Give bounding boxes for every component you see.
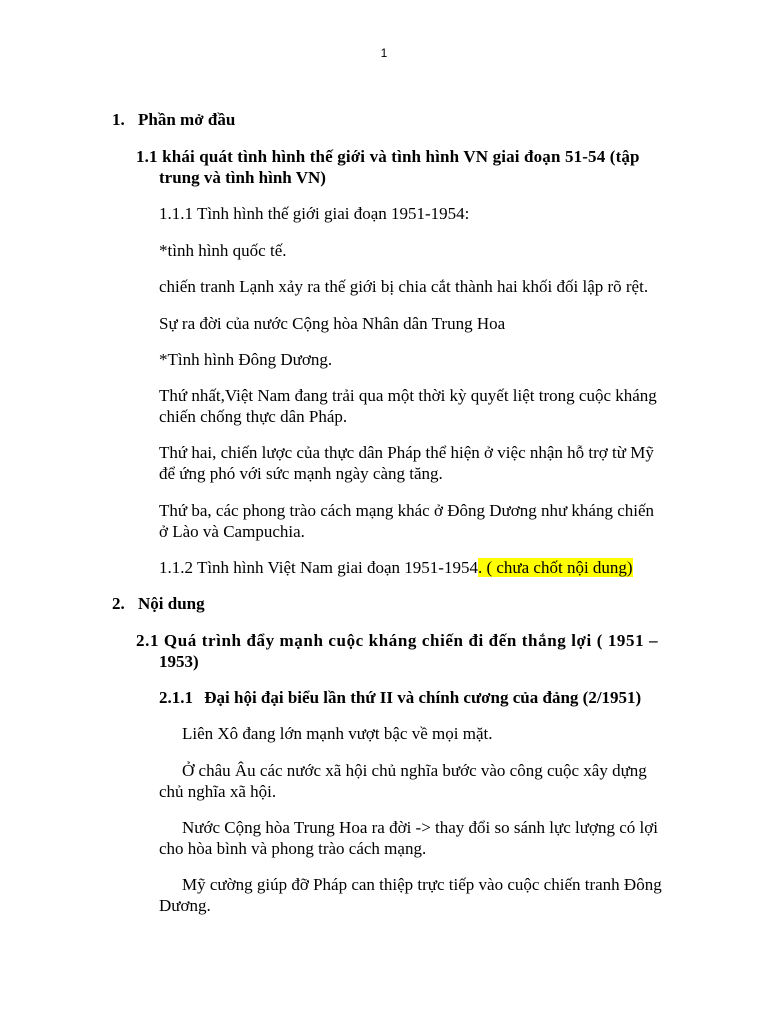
heading-2-number: 2. [112, 594, 125, 613]
paragraph-china-line2: cho hòa bình và phong trào cách mạng. [159, 839, 427, 858]
paragraph-china-line1: Nước Cộng hòa Trung Hoa ra đời -> thay đổi so sánh lực lượng có lợi [182, 818, 658, 837]
paragraph-europe-line2: chủ nghĩa xã hội. [159, 782, 277, 801]
paragraph-first-line2: chiến chống thực dân Pháp. [159, 407, 348, 426]
pending-content-note: . ( chưa chốt nội dung) [477, 558, 633, 577]
section-1-1-2-title: 1.1.2 Tình hình Việt Nam giai đoạn 1951-1954 [159, 558, 478, 577]
paragraph-first-line1: Thứ nhất,Việt Nam đang trải qua một thời kỳ quyết liệt trong cuộc kháng [159, 386, 657, 405]
heading-2-1-line1: Quá trình đẩy mạnh cuộc kháng chiến đi đến thắng lợi ( 1951 – [163, 631, 659, 650]
paragraph-europe-line1: Ở châu Âu các nước xã hội chủ nghĩa bước vào công cuộc xây dựng [182, 761, 647, 780]
paragraph-cold-war: chiến tranh Lạnh xảy ra thế giới bị chia cắt thành hai khối đối lập rõ rệt. [159, 277, 649, 296]
indochina-label: *Tình hình Đông Dương. [159, 350, 333, 369]
heading-2-1 [136, 630, 678, 651]
paragraph-third-line1: Thứ ba, các phong trào cách mạng khác ở Đông Dương như kháng chiến [159, 501, 655, 520]
section-1-1-2 [159, 557, 633, 578]
paragraph-prc: Sự ra đời của nước Cộng hòa Nhân dân Trung Hoa [159, 314, 506, 333]
heading-1-text: Phần mở đầu [138, 110, 236, 129]
heading-2-1-1 [159, 687, 641, 708]
heading-2-1-number: 2.1 [136, 631, 160, 650]
heading-1-1-number: 1.1 [136, 147, 158, 166]
paragraph-third-line2: ở Lào và Campuchia. [159, 522, 305, 541]
page-number: 1 [380, 46, 388, 60]
paragraph-soviet: Liên Xô đang lớn mạnh vượt bậc về mọi mặt. [182, 724, 493, 743]
heading-1-1-line2: trung và tình hình VN) [159, 168, 326, 187]
heading-2-1-1-text: Đại hội đại biểu lần thứ II và chính cương của đảng (2/1951) [204, 688, 642, 707]
international-label: *tình hình quốc tế. [159, 241, 287, 260]
heading-1 [112, 109, 235, 130]
section-1-1-1-title: 1.1.1 Tình hình thế giới giai đoạn 1951-1954: [159, 204, 470, 223]
heading-2-text: Nội dung [138, 594, 205, 613]
heading-1-number: 1. [112, 110, 125, 129]
heading-2-1-line2: 1953) [159, 652, 199, 671]
heading-2 [112, 593, 205, 614]
paragraph-us-line2: Dương. [159, 896, 211, 915]
paragraph-second-line1: Thứ hai, chiến lược của thực dân Pháp thể hiện ở việc nhận hỗ trợ từ Mỹ [159, 443, 654, 462]
heading-2-1-1-number: 2.1.1 [159, 688, 193, 707]
paragraph-second-line2: để ứng phó với sức mạnh ngày càng tăng. [159, 464, 443, 483]
heading-1-1-line1: khái quát tình hình thế giới và tình hình VN giai đoạn 51-54 (tập [162, 147, 640, 166]
heading-1-1 [136, 146, 678, 167]
paragraph-us-line1: Mỹ cường giúp đỡ Pháp can thiệp trực tiếp vào cuộc chiến tranh Đông [182, 875, 662, 894]
